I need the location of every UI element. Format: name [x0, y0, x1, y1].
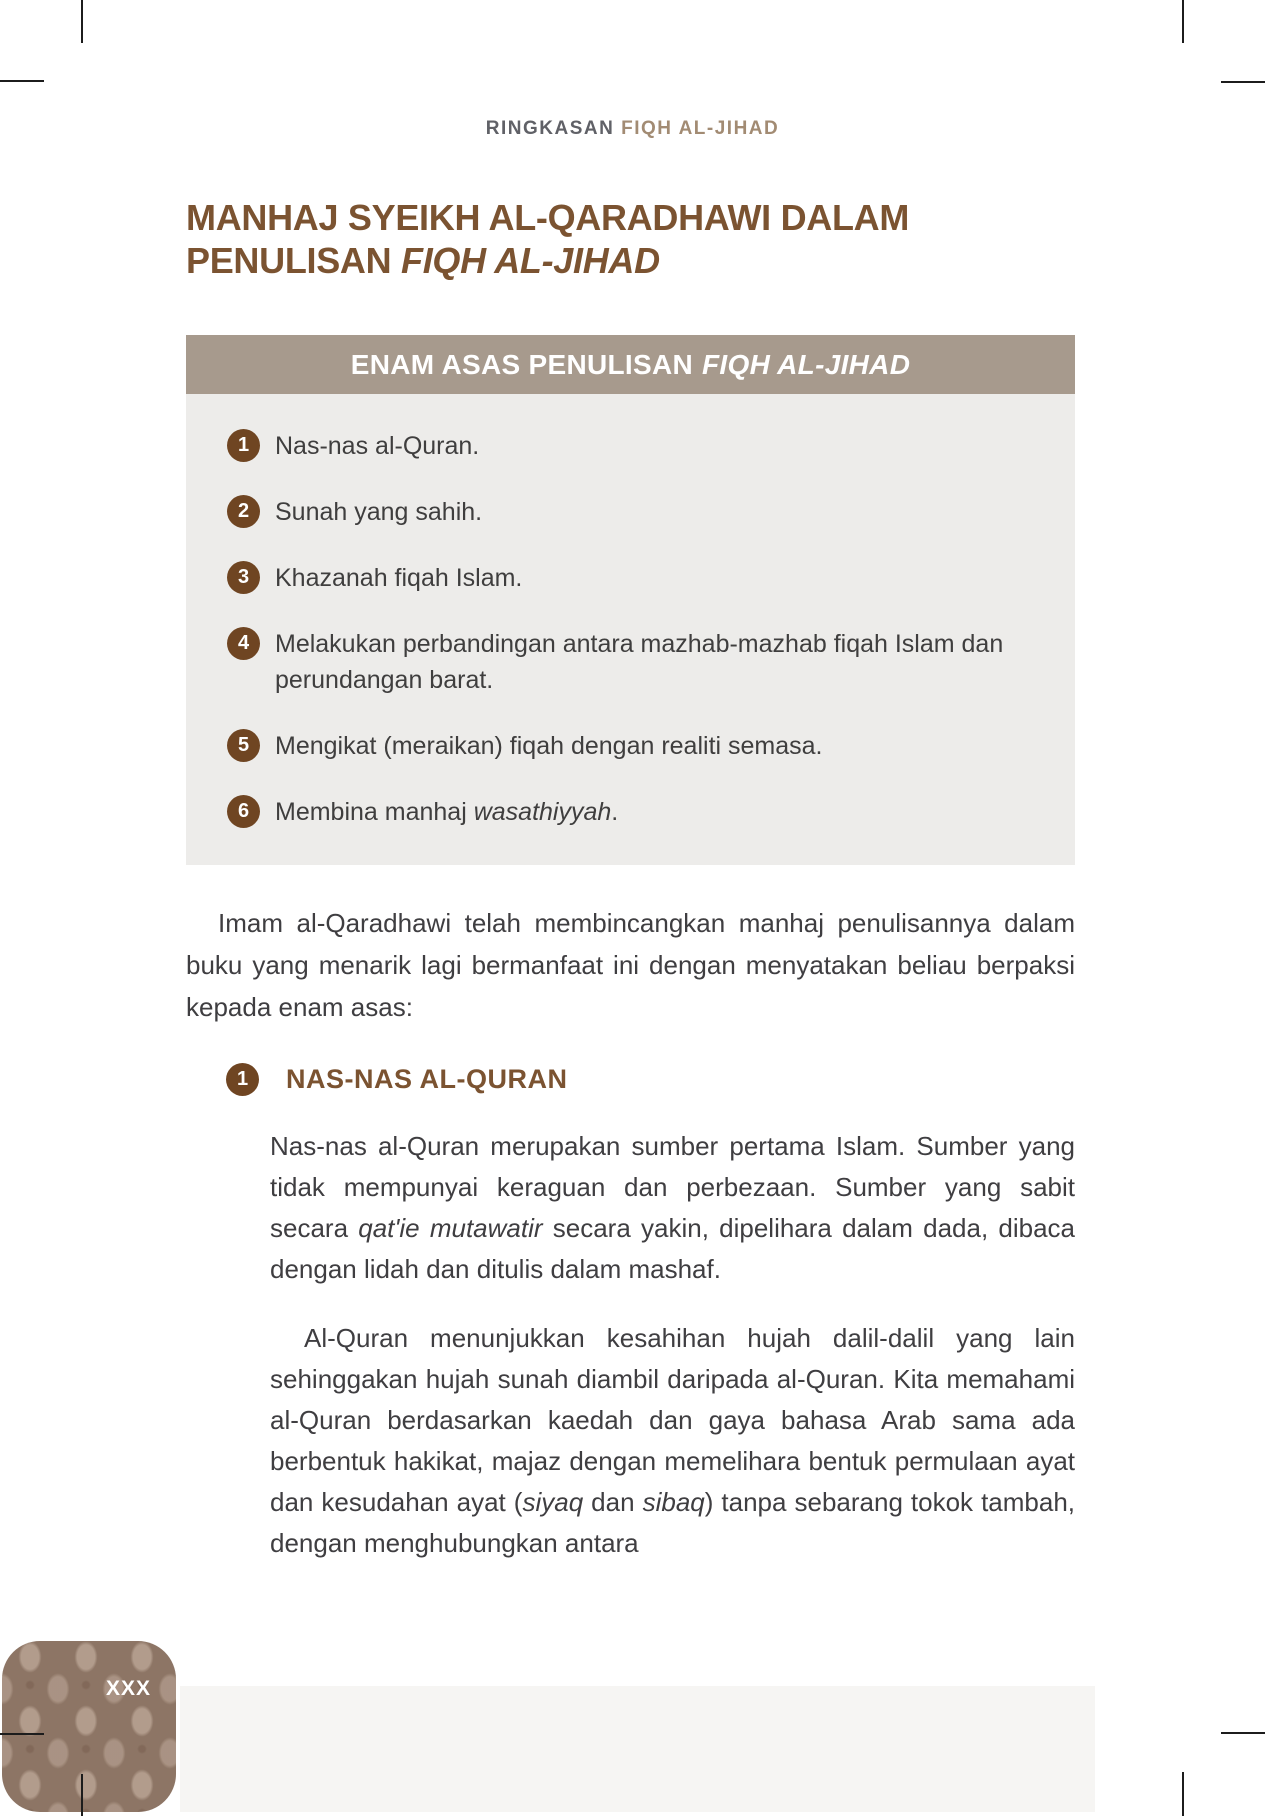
running-head-section: RINGKASAN — [485, 118, 615, 139]
item-number-badge: 2 — [227, 495, 260, 528]
crop-mark-bottom-left-horizontal — [0, 1733, 44, 1735]
item-number-badge: 4 — [227, 627, 260, 660]
basis-item-text: Khazanah fiqah Islam. — [275, 564, 523, 592]
basis-item-6 — [227, 794, 1037, 830]
section-heading-row — [226, 1062, 567, 1096]
item-number-badge: 3 — [227, 561, 260, 594]
crop-mark-bottom-left-vertical — [81, 1774, 83, 1816]
basis-item-text: Membina manhaj wasathiyyah. — [275, 798, 619, 826]
page-title — [186, 196, 1086, 282]
page-number: XXX — [106, 1677, 152, 1700]
section-paragraph-2: Al-Quran menunjukkan kesahihan hujah dalil-dalil yang lain sehinggakan hujah sunah diambil daripada al-Quran. Kita memahami al-Quran berdasarkan kaedah dan gaya bahasa Arab sama ada berbentuk hakikat, majaz dengan memelihara bentuk permulaan ayat dan kesudahan ayat (siyaq dan sibaq) tanpa sebarang tokok tambah, dengan menghubungkan antara — [270, 1323, 1076, 1558]
page-number-block — [2, 1641, 176, 1812]
crop-mark-bottom-right-vertical — [1182, 1772, 1184, 1816]
basis-header-italic: FIQH AL-JIHAD — [702, 348, 911, 380]
basis-box — [186, 394, 1075, 865]
crop-mark-top-right-horizontal — [1221, 81, 1265, 83]
page-title-line2-italic: FIQH AL-JIHAD — [401, 240, 660, 281]
page-title-line1: MANHAJ SYEIKH AL-QARADHAWI DALAM — [186, 197, 910, 238]
basis-item-text: Nas-nas al-Quran. — [275, 432, 480, 460]
crop-mark-top-left-horizontal — [0, 80, 44, 82]
crop-mark-top-left-vertical — [81, 0, 83, 43]
running-head — [0, 118, 1265, 140]
item-number-badge: 6 — [227, 795, 260, 828]
basis-header-bar — [186, 335, 1075, 394]
section-heading: NAS-NAS AL-QURAN — [286, 1063, 568, 1094]
basis-header-text: ENAM ASAS PENULISAN — [350, 348, 694, 380]
section-number-badge: 1 — [226, 1063, 259, 1096]
item-number-badge: 1 — [227, 429, 260, 462]
page-title-line2: PENULISAN — [186, 240, 392, 281]
basis-item-text: Mengikat (meraikan) fiqah dengan realiti semasa. — [275, 732, 823, 760]
basis-item-text: Sunah yang sahih. — [275, 498, 483, 526]
running-head-book-title: FIQH AL-JIHAD — [621, 118, 780, 139]
intro-paragraph: Imam al-Qaradhawi telah membincangkan manhaj penulisannya dalam buku yang menarik lagi bermanfaat ini dengan menyatakan beliau berpaksi kepada enam asas: — [186, 908, 1075, 1022]
item-number-badge: 5 — [227, 729, 260, 762]
section-paragraph-1: Nas-nas al-Quran merupakan sumber pertama Islam. Sumber yang tidak mempunyai keraguan dan perbezaan. Sumber yang sabit secara qat'ie mutawatir secara yakin, dipelihara dalam dada, dibaca dengan lidah dan ditulis dalam mashaf. — [270, 1131, 1076, 1284]
basis-item-3 — [227, 560, 1037, 596]
basis-item-1 — [227, 428, 1037, 464]
crop-mark-bottom-right-horizontal — [1221, 1732, 1265, 1734]
basis-item-5 — [227, 728, 1037, 764]
basis-item-2 — [227, 494, 1037, 530]
crop-mark-top-right-vertical — [1182, 0, 1184, 43]
basis-item-4 — [227, 626, 1037, 698]
footer-band — [180, 1686, 1095, 1812]
basis-item-text: Melakukan perbandingan antara mazhab-mazhab fiqah Islam dan perundangan barat. — [275, 630, 1004, 694]
